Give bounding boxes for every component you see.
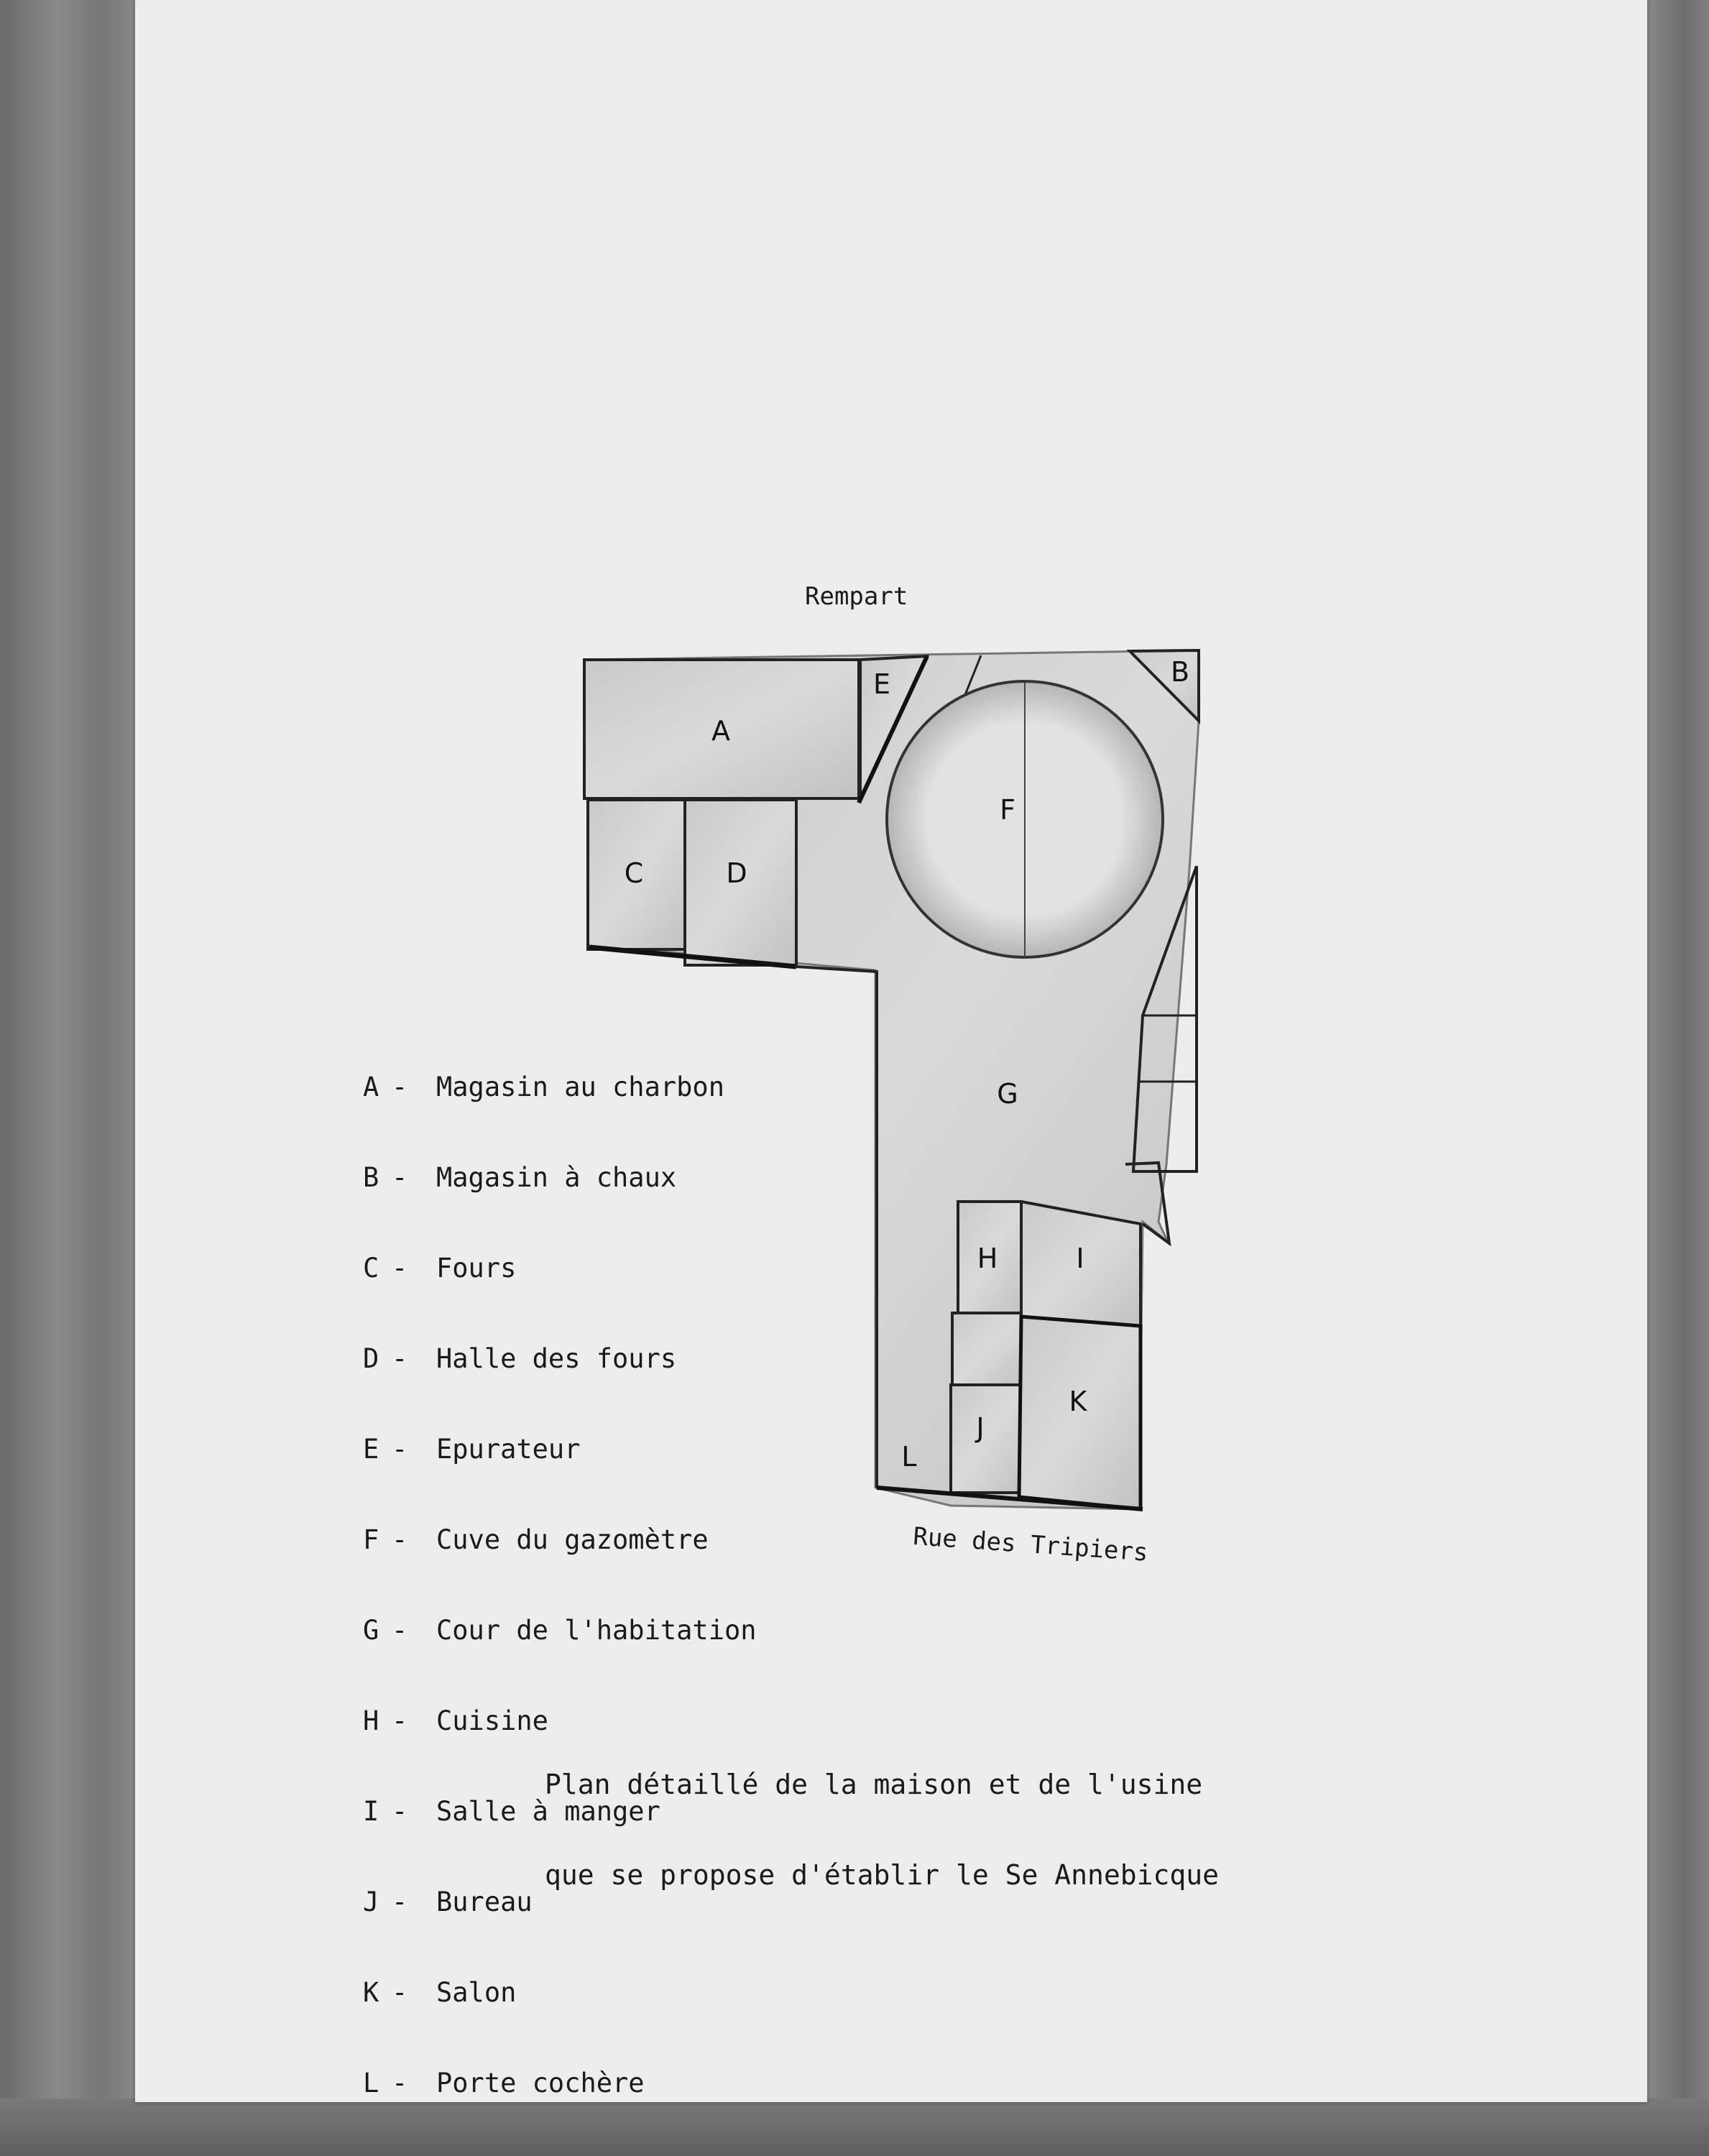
label-d: D bbox=[726, 857, 747, 889]
legend-item: C - Fours bbox=[363, 1253, 517, 1284]
caption-line-1: Plan détaillé de la maison et de l'usine bbox=[545, 1769, 1203, 1800]
caption-line-2: que se propose d'établir le Se Annebicque bbox=[545, 1859, 1219, 1891]
legend bbox=[363, 1012, 757, 2129]
legend-item: G - Cour de l'habitation bbox=[363, 1615, 757, 1646]
label-f: F bbox=[1000, 794, 1015, 826]
legend-item: I - Salle à manger bbox=[363, 1796, 660, 1827]
room-small bbox=[952, 1313, 1021, 1385]
legend-item: E - Epurateur bbox=[363, 1434, 581, 1465]
legend-item: L - Porte cochère bbox=[363, 2068, 645, 2099]
legend-item: J - Bureau bbox=[363, 1886, 533, 1917]
plan-caption bbox=[545, 1709, 1219, 1920]
street-label: Rue des Tripiers bbox=[912, 1522, 1149, 1567]
legend-item: F - Cuve du gazomètre bbox=[363, 1524, 709, 1555]
label-i: I bbox=[1076, 1243, 1084, 1274]
legend-item: B - Magasin à chaux bbox=[363, 1162, 677, 1193]
label-h: H bbox=[977, 1243, 998, 1274]
rempart-label: Rempart bbox=[805, 582, 908, 611]
label-g: G bbox=[997, 1078, 1018, 1110]
label-k: K bbox=[1069, 1386, 1087, 1417]
legend-item: D - Halle des fours bbox=[363, 1343, 677, 1374]
room-j bbox=[951, 1385, 1021, 1493]
legend-item: K - Salon bbox=[363, 1977, 517, 2008]
label-b: B bbox=[1170, 656, 1190, 688]
label-j: J bbox=[976, 1412, 985, 1444]
label-c: C bbox=[624, 857, 644, 889]
label-e: E bbox=[872, 668, 891, 700]
legend-item: A - Magasin au charbon bbox=[363, 1072, 724, 1102]
label-a: A bbox=[711, 715, 730, 747]
label-l: L bbox=[901, 1441, 917, 1473]
legend-item: H - Cuisine bbox=[363, 1705, 548, 1736]
